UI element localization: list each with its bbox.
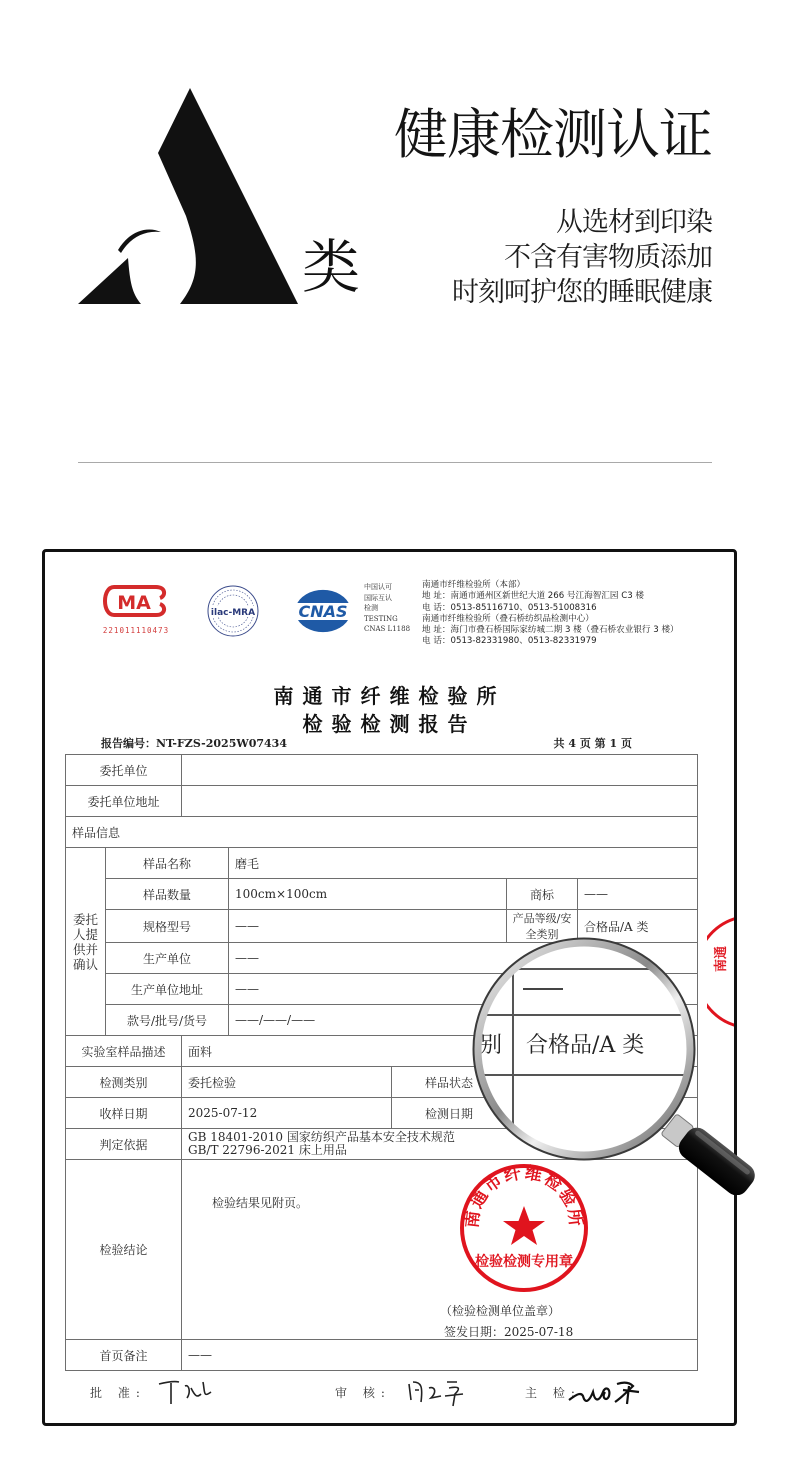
- inspector-signature-icon: [567, 1378, 645, 1408]
- lens-rule: [512, 944, 514, 1156]
- basis-label: 判定依据: [66, 1129, 182, 1160]
- brand-value: ——: [578, 879, 698, 910]
- tagline-line-2: 不含有害物质添加: [504, 242, 712, 273]
- conclusion-cell: [182, 1160, 698, 1340]
- table-row: [66, 910, 698, 943]
- brand-label: 商标: [507, 879, 578, 910]
- test-type-label: 检测类别: [66, 1067, 182, 1098]
- test-type-value: 委托检验: [182, 1067, 392, 1098]
- approver-signature-icon: [157, 1378, 219, 1406]
- table-row: [66, 1340, 698, 1371]
- client-address-label: 委托单位地址: [66, 786, 182, 817]
- svg-text:ilac-MRA: ilac-MRA: [210, 608, 256, 618]
- cma-logo: [100, 584, 172, 635]
- tagline-line-1: 从选材到印染: [556, 207, 712, 238]
- provider-confirm-label: 委托人提供并确认: [66, 848, 106, 1036]
- review-label: 审 核:: [335, 1386, 391, 1400]
- receive-date-value: 2025-07-12: [182, 1098, 392, 1129]
- table-row: [66, 755, 698, 786]
- svg-text:MA: MA: [117, 592, 151, 614]
- report-title: 检验检测报告: [302, 712, 477, 736]
- test-date-label: 检测日期: [392, 1098, 507, 1129]
- logo-suffix: 类: [302, 233, 361, 301]
- table-row: [66, 786, 698, 817]
- certification-logos: [100, 580, 700, 647]
- hero-tagline: [452, 205, 712, 310]
- svg-text:检验检测专用章: 检验检测专用章: [475, 1254, 573, 1270]
- cma-icon: [100, 584, 168, 618]
- issue-date: 签发日期：2025-07-18: [444, 1325, 574, 1339]
- sample-state-label: 样品状态: [392, 1067, 507, 1098]
- svg-text:南通: 南通: [714, 945, 729, 972]
- sample-qty-value: 100cm×100cm: [229, 879, 507, 910]
- tagline-line-3: 时刻呵护您的睡眠健康: [452, 277, 712, 308]
- lens-dash: [523, 988, 563, 990]
- lens-rule: [478, 1074, 690, 1076]
- cnas-accreditation-text: 中国认可 国际互认 检测 TESTING CNAS L1188: [364, 583, 411, 633]
- partial-seal-icon: [707, 912, 737, 1032]
- report-number: 报告编号：NT-FZS-2025W07434: [101, 737, 287, 750]
- lens-edge-char: 别: [480, 1033, 503, 1058]
- report-org-title: 南通市纤维检验所: [273, 684, 506, 708]
- lens-rule: [478, 1014, 690, 1016]
- sample-name-value: 磨毛: [229, 848, 698, 879]
- receive-date-label: 收样日期: [66, 1098, 182, 1129]
- official-seal-icon: [458, 1162, 590, 1294]
- sample-qty-label: 样品数量: [106, 879, 229, 910]
- page-info: 共 4 页 第 1 页: [553, 737, 632, 750]
- style-batch-label: 款号/批号/货号: [106, 1005, 229, 1036]
- grade-label: 产品等级/安全类别: [507, 910, 578, 943]
- producer-address-value: ——: [229, 974, 698, 1005]
- a-class-logo-icon: [78, 88, 308, 306]
- table-row: [66, 1160, 698, 1340]
- client-label: 委托单位: [66, 755, 182, 786]
- lens-rule: [478, 968, 690, 970]
- seal-note: （检验检测单位盖章）: [440, 1304, 561, 1318]
- inspect-label: 主 检:: [525, 1386, 581, 1400]
- conclusion-text: 检验结果见附页。: [212, 1196, 309, 1210]
- magnifier-lens: [478, 944, 690, 1156]
- lab-addresses: 南通市纤维检验所（本部） 地 址：南通市通州区新世纪大道 266 号江海智汇园 C3 楼 电 话：0513-85116710、0513-51008316 南通市纤维检验所（叠石桥纺织品检测中心） 地 址：海门市叠石桥国际家纺城二期 3 楼（叠石桥农业银行 3 楼） 电 话：0513-82331980、0513-82331979: [422, 580, 679, 647]
- lens-magnified-text: 合格品/A 类: [526, 1033, 645, 1058]
- reviewer-signature-icon: [405, 1378, 475, 1408]
- svg-text:南通市纤维检验所: 南通市纤维检验所: [462, 1162, 586, 1230]
- table-row: [66, 817, 698, 848]
- table-row: [66, 879, 698, 910]
- spec-value: ——: [229, 910, 507, 943]
- lab-desc-label: 实验室样品描述: [66, 1036, 182, 1067]
- table-row: [66, 848, 698, 879]
- style-batch-value: ——/——/——: [229, 1005, 698, 1036]
- remark-label: 首页备注: [66, 1340, 182, 1371]
- client-address-value: [182, 786, 698, 817]
- basis-value: GB 18401-2010 国家纺织产品基本安全技术规范 GB/T 22796-2021 床上用品: [182, 1129, 698, 1160]
- sample-info-label: 样品信息: [66, 817, 698, 848]
- cnas-icon: [290, 584, 356, 638]
- hero-title: 健康检测认证: [394, 103, 712, 166]
- spec-label: 规格型号: [106, 910, 229, 943]
- section-divider: [78, 462, 712, 463]
- svg-text:CNAS: CNAS: [298, 602, 348, 621]
- producer-address-label: 生产单位地址: [106, 974, 229, 1005]
- remark-value: ——: [182, 1340, 698, 1371]
- sample-name-label: 样品名称: [106, 848, 229, 879]
- conclusion-label: 检验结论: [66, 1160, 182, 1340]
- client-value: [182, 755, 698, 786]
- grade-value: 合格品/A 类: [578, 910, 698, 943]
- producer-label: 生产单位: [106, 943, 229, 974]
- lab-desc-value: 面料: [182, 1036, 698, 1067]
- producer-value: ——: [229, 943, 698, 974]
- cma-number: 221011110473: [102, 626, 170, 635]
- ilac-mra-icon: [206, 584, 260, 638]
- signature-row: [45, 1378, 734, 1408]
- approve-label: 批 准:: [90, 1386, 146, 1400]
